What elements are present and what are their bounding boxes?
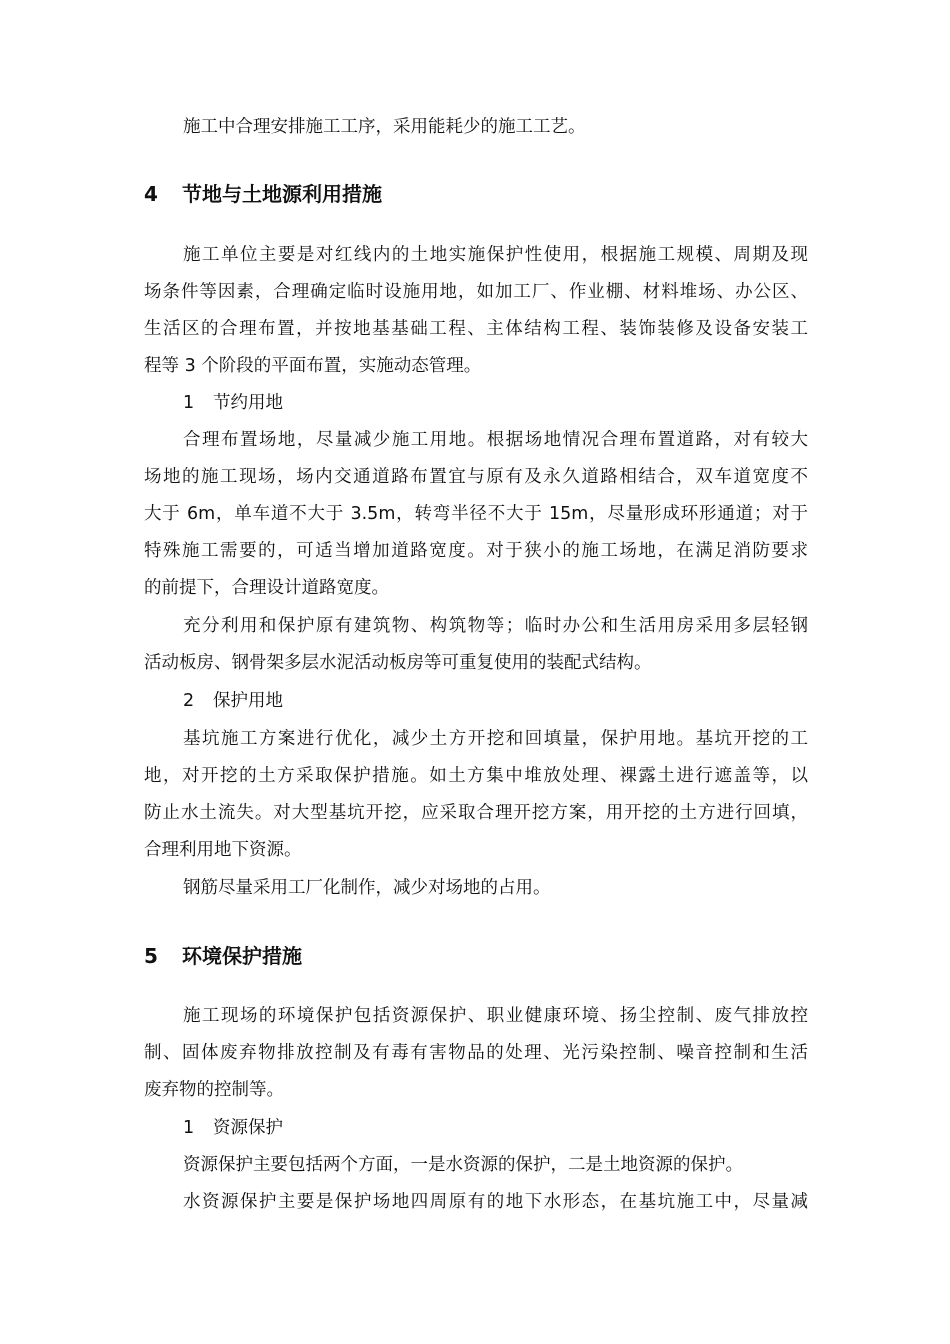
section-4-number: 4 (144, 182, 158, 206)
subsection-4-1-heading (183, 391, 283, 415)
text-line: 场条件等因素，合理确定临时设施用地，如加工厂、作业棚、材料堆场、办公区、 (144, 282, 808, 302)
subsection-5-1-heading (183, 1116, 283, 1140)
subsection-title: 保护用地 (213, 691, 283, 711)
section-5-title: 环境保护措施 (182, 944, 302, 968)
section-5-paragraph-2: 资源保护主要包括两个方面，一是水资源的保护，二是土地资源的保护。 (183, 1155, 743, 1175)
subsection-title: 节约用地 (213, 393, 283, 413)
section-4-paragraph-5: 钢筋尽量采用工厂化制作，减少对场地的占用。 (183, 878, 551, 898)
text-line: 合理利用地下资源。 (144, 840, 302, 860)
subsection-title: 资源保护 (213, 1118, 283, 1138)
text-line: 活动板房、钢骨架多层水泥活动板房等可重复使用的装配式结构。 (144, 653, 652, 673)
text-line: 生活区的合理布置，并按地基基础工程、主体结构工程、装饰装修及设备安装工 (144, 319, 808, 339)
text-line: 防止水土流失。对大型基坑开挖，应采取合理开挖方案，用开挖的土方进行回填， (144, 803, 808, 823)
text-line: 地，对开挖的土方采取保护措施。如土方集中堆放处理、裸露土进行遮盖等，以 (144, 766, 808, 786)
section-5-heading (144, 942, 302, 970)
subsection-number: 2 (183, 691, 195, 711)
text-line: 的前提下，合理设计道路宽度。 (144, 578, 389, 598)
text-line: 废弃物的控制等。 (144, 1080, 284, 1100)
intro-line: 施工中合理安排施工工序，采用能耗少的施工工艺。 (183, 117, 586, 137)
text-line: 大于 6m，单车道不大于 3.5m，转弯半径不大于 15m，尽量形成环形通道；对于 (144, 504, 808, 524)
subsection-number: 1 (183, 393, 195, 413)
section-4-heading (144, 180, 382, 208)
text-line: 基坑施工方案进行优化，减少土方开挖和回填量，保护用地。基坑开挖的工 (183, 729, 808, 749)
text-line: 特殊施工需要的，可适当增加道路宽度。对于狭小的施工场地，在满足消防要求 (144, 541, 808, 561)
subsection-number: 1 (183, 1118, 195, 1138)
text-line: 充分利用和保护原有建筑物、构筑物等；临时办公和生活用房采用多层轻钢 (183, 616, 808, 636)
text-line: 施工单位主要是对红线内的土地实施保护性使用，根据施工规模、周期及现 (183, 245, 808, 265)
text-line: 程等 3 个阶段的平面布置，实施动态管理。 (144, 356, 482, 376)
section-4-title: 节地与土地源利用措施 (182, 182, 382, 206)
section-5-number: 5 (144, 944, 158, 968)
text-line: 场地的施工现场，场内交通道路布置宜与原有及永久道路相结合，双车道宽度不 (144, 467, 808, 487)
text-line: 制、固体废弃物排放控制及有毒有害物品的处理、光污染控制、噪音控制和生活 (144, 1043, 808, 1063)
text-line: 合理布置场地，尽量减少施工用地。根据场地情况合理布置道路，对有较大 (183, 430, 808, 450)
section-5-paragraph-3: 水资源保护主要是保护场地四周原有的地下水形态，在基坑施工中，尽量减 (183, 1192, 808, 1212)
text-line: 施工现场的环境保护包括资源保护、职业健康环境、扬尘控制、废气排放控 (183, 1006, 808, 1026)
subsection-4-2-heading (183, 689, 283, 713)
